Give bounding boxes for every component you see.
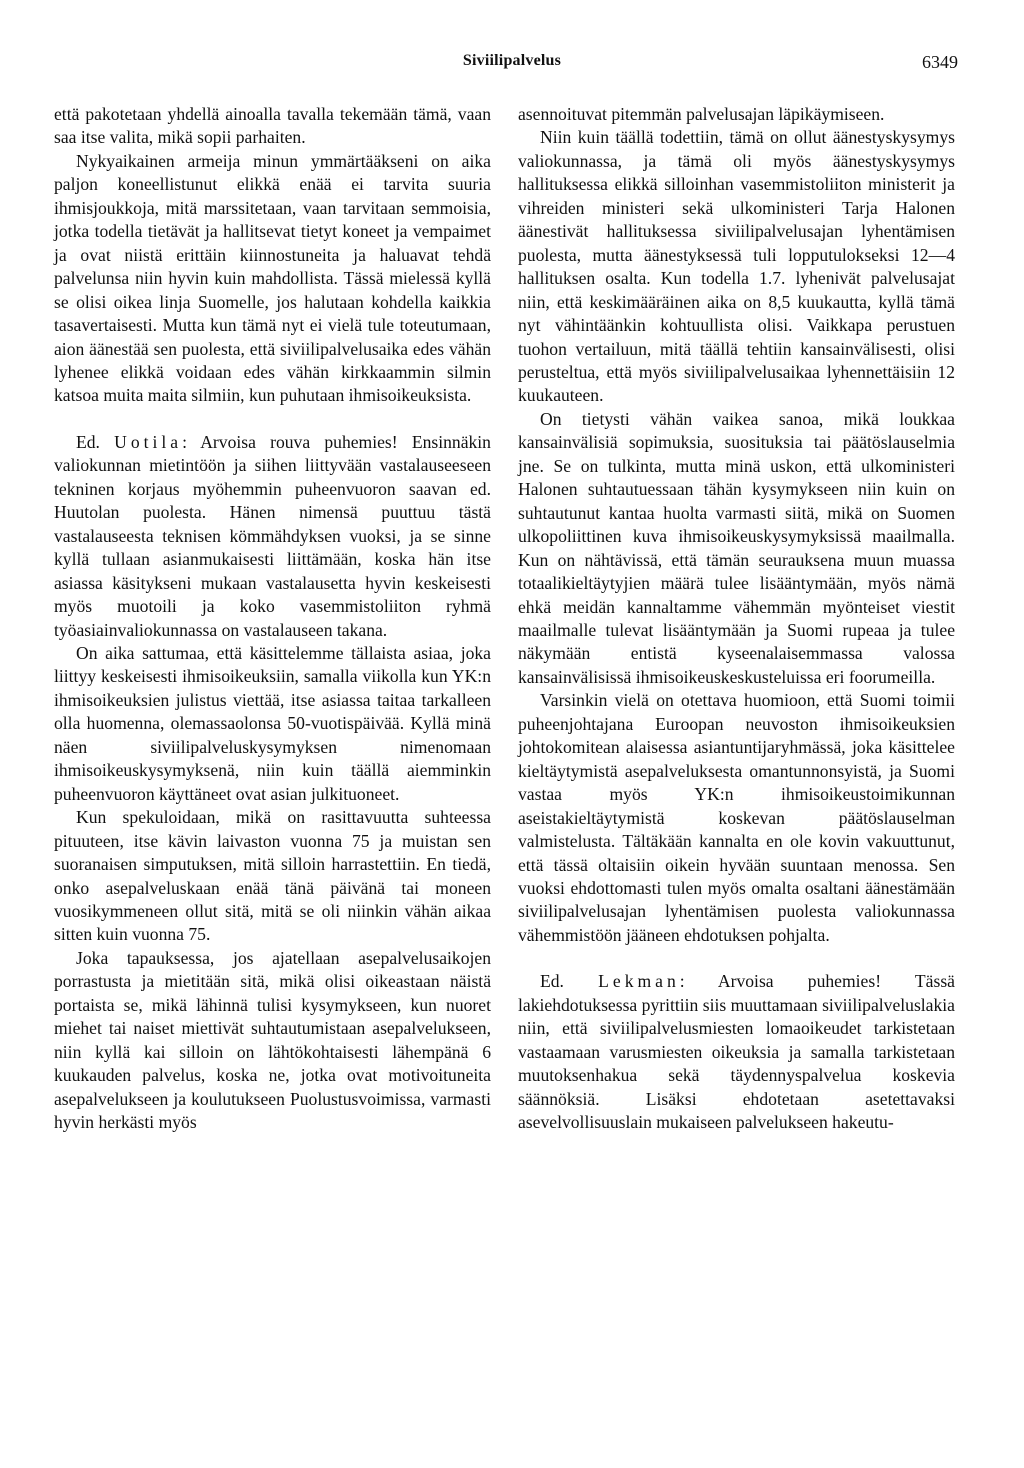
running-header xyxy=(0,52,1024,76)
speech-prefix: Ed. xyxy=(76,431,100,452)
paragraph: Kun spekuloidaan, mikä on rasittavuutta suhteessa pituuteen, itse kävin laivaston vuonna 75 ja muistan sen suoranaisen simputuksen, mitä silloin harrastettiin. En tiedä, onko asepalveluskaan enää tänä päivänä tai moneen vuosikymmeneen ollut sitä, mitä se oli niinkin vähän aikaa sitten kuin vuonna 75. xyxy=(54,807,491,945)
running-title: Siviilipalvelus xyxy=(462,52,562,69)
paragraph: Joka tapauksessa, jos ajatellaan asepalvelusaikojen porrastusta ja mietitään sitä, mikä olisi oikeastaan näistä portaista se, mikä lähinnä tulisi kysymykseen, kun nuoret miehet tai naiset miettivät suhtautumistaan asepalvelukseen, niin kyllä kai silloin on lähtökohtaisesti lähempänä 6 kuukauden palvelus, koska ne, jotka ovat motivoituneita asepalvelukseen ja koulutukseen Puolustusvoimissa, varmasti hyvin herkästi myös xyxy=(54,947,491,1133)
paragraph: On aika sattumaa, että käsittelemme tällaista asiaa, joka liittyy keskeisesti ihmisoikeuksiin, samalla viikolla kun YK:n ihmisoikeuksien julistus viettää, itse asiassa taitaa tarkalleen olla huomenna, olemassaolonsa 50-vuotispäivää. Kyllä minä näen siviilipalveluskysymyksen nimenomaan ihmisoikeuskysymyksenä, niin kuin täällä aiemminkin puheenvuoron käyttäneet ovat asian julkituoneet. xyxy=(54,642,491,804)
speaker-name: Uotila xyxy=(114,431,183,452)
speaker-name: Lekman xyxy=(598,971,680,992)
paragraph: On tietysti vähän vaikea sanoa, mikä loukkaa kansainvälisiä sopimuksia, suosituksia tai päätöslauselmia jne. Se on tulkinta, mutta minä uskon, että ulkoministeri Halonen suhtautuessaan tähän kysymykseen niin kuin on suhtautunut kantaa huolta varmasti siitä, mikä on Suomen ulkopoliittinen kuva ihmisoikeuskysymyksissä maailmalla. Kun on nähtävissä, että tämän seurauksena muun muassa totaalikieltäytyjien määrä tulee lisääntymään, myös nämä ehkä meidän kannaltamme vähemmän myönteiset viestit maailmalle tulevat lisääntymään ja Suomi rupeaa ja tulee näkymään entistä kyseenalaisemmassa valossa kansainvälisissä ihmisoikeuskeskusteluissa eri foorumeilla. xyxy=(518,408,955,687)
speech-prefix: Ed. xyxy=(540,971,564,992)
paragraph: Niin kuin täällä todettiin, tämä on ollut äänestyskysymys valiokunnassa, ja tämä oli myös äänestyskysymys hallituksessa elikkä silloinhan vasemmistoliiton ministerit ja vihreiden ministeri sekä ulkoministeri Tarja Halonen äänestivät hallituksessa siviilipalvelusajan lyhentämisen puolesta, mutta äänestyksessä tuli lopputulokseksi 12—4 hallituksen osalta. Kun todella 1.7. lyhenivät palvelusajat niin, että keskimääräinen aika on 8,5 kuukautta, kyllä tämä nyt vähintäänkin kohtuullista olisi. Vaikkapa perustuen tuohon vertailuun, mitä täällä tehtiin kansainvälisesti, olisi perusteltua, että myös siviilipalvelusaikaa lyhennettäisiin 12 kuukauteen. xyxy=(518,127,955,406)
paragraph: että pakotetaan yhdellä ainoalla tavalla tekemään tämä, vaan saa itse valita, mikä sopii parhaiten. xyxy=(54,104,491,148)
paragraph: asennoituvat pitemmän palvelusajan läpikäymiseen. xyxy=(518,104,885,124)
left-column xyxy=(54,103,491,1134)
speech-text: : Arvoisa rouva puhemies! Ensinnäkin valiokunnan mietintöön ja siihen liittyvään vastalauseeseen tekninen korjaus myöhemmin puheenvuoron saavan ed. Huutolan puolesta. Hänen nimensä puuttuu tästä vastalauseesta teknisen kömmähdyksen vuoksi, ja se sinne kyllä tullaan asianmukaisesti liittämään, koska hän itse asiassa käsitykseni mukaan vastalausetta hyvin keskeisesti myös muotoili ja koko vasemmistoliiton ryhmä työasiainvaliokunnassa on vastalauseen takana. xyxy=(54,431,491,640)
speech-paragraph xyxy=(54,431,491,642)
speech-text: : Arvoisa puhemies! Tässä lakiehdotuksessa pyrittiin siis muuttamaan siviilipalveluslakia niin, että siviilipalvelusmiesten lomaoikeudet tarkistetaan vastaamaan varusmiesten oikeuksia ja samalla tarkistetaan muutoksenhakua sekä täydennyspalvelua koskevia säännöksiä. Lisäksi ehdotetaan asetettavaksi asevelvollisuuslain mukaiseen palvelukseen hakeutu- xyxy=(518,971,955,1133)
paragraph: Nykyaikainen armeija minun ymmärtääkseni on aika paljon koneellistunut elikkä enää ei tarvita suuria ihmisjoukkoja, mitä marssitetaan, vaan tarvitaan semmoisia, jotka todella tietävät ja hallitsevat tietyt koneet ja vempaimet ja ovat niistä erittäin kiinnostuneita ja haluavat tehdä palvelunsa niin hyvin kuin mahdollista. Tässä mielessä kyllä se olisi oikea linja Suomelle, jos halutaan kohdella kaikkia tasavertaisesti. Mutta kun tämä nyt ei vielä tule toteutumaan, aion äänestää sen puolesta, että siviilipalvelusaika edes vähän lyhenee elikkä voidaan edes vähän kirkkaammin silmin katsoa muita maita silmiin, kun puhutaan ihmisoikeuksista. xyxy=(54,150,491,406)
page-number: 6349 xyxy=(922,52,958,72)
right-column xyxy=(518,103,955,1134)
speech-paragraph xyxy=(518,970,955,1134)
paragraph: Varsinkin vielä on otettava huomioon, että Suomi toimii puheenjohtajana Euroopan neuvoston ihmisoikeuksien johtokomitean alaisessa asiantuntijaryhmässä, joka käsittelee kieltäytymistä asepalveluksesta omantunnonsyistä, ja Suomi vastaa myös YK:n ihmisoikeustoimikunnan aseistakieltäytymistä koskevan päätöslauselman valmistelusta. Tältäkään kannalta en ole kovin vakuuttunut, että tässä oltaisiin oikein hyvään suuntaan menossa. Sen vuoksi ehdottomasti tulen myös omalta osaltani äänestämään siviilipalvelusajan lyhentämisen puolesta valiokunnassa vähemmistöön jääneen ehdotuksen pohjalta. xyxy=(518,690,955,945)
